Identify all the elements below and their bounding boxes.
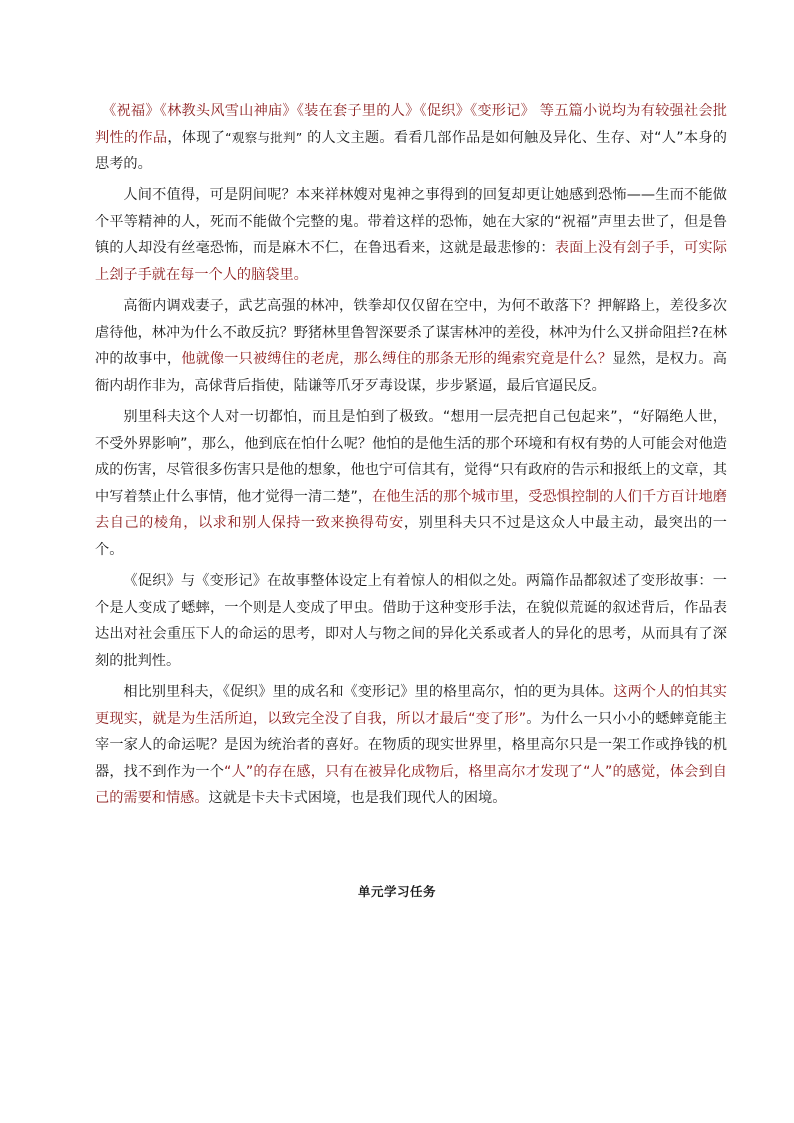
text-segment: “人”的存在感，只有在被异化成物后，格里高尔才发现了“人”的感觉，体会到自己的需要和情感。 bbox=[95, 763, 727, 807]
text-segment: 显然，是权力。高衙内胡作非为，高俅背后指使，陆谦等爪牙歹毒设谋，步步紧逼，最后官逼民反。 bbox=[95, 351, 727, 394]
paragraph-belikov bbox=[95, 404, 727, 564]
text-segment: 高衙内调戏妻子，武艺高强的林冲，铁拳却仅仅留在空中，为何不敢落下？押解路上，差役多次虐待他，林冲为什么不敢反抗？野猪林里鲁智深要杀了谋害林冲的差役，林冲为什么又拼命阻拦?在林冲的故事中， bbox=[95, 298, 727, 368]
text-segment: “观察与批判” bbox=[225, 129, 303, 145]
text-segment: ，别里科夫只不过是这众人中最主动，最突出的一个。 bbox=[95, 515, 727, 558]
paragraph-intro bbox=[95, 98, 727, 178]
text-segment: 他就像一只被缚住的老虎，那么缚住的那条无形的绳索究竟是什么？ bbox=[181, 351, 613, 368]
text-segment: ，体现了 bbox=[167, 129, 226, 146]
text-segment: 《祝福》《林教头风雪山神庙》《装在套子里的人》《促织》《变形记》 等五篇小说均为有较强社会批判性的作品 bbox=[95, 103, 727, 146]
text-segment: 人间不值得，可是阴间呢？本来祥林嫂对鬼神之事得到的回复却更让她感到恐怖——生而不能做个平等精神的人，死而不能做个完整的鬼。带着这样的恐怖，她在大家的“祝福”声里去世了，但是鲁镇的人却没有丝毫恐怖，而是麻木不仁，在鲁迅看来，这就是最悲惨的： bbox=[95, 187, 727, 257]
text-segment: 相比别里科夫，《促织》里的成名和《变形记》里的格里高尔，怕的更为具体。 bbox=[123, 683, 614, 700]
paragraph-linchong bbox=[95, 293, 727, 399]
text-segment: 这就是卡夫卡式困境，也是我们现代人的困境。 bbox=[208, 790, 507, 807]
paragraph-compare bbox=[95, 568, 727, 674]
text-segment: 的人文主题。看看几部作品是如何触及异化、生存、对“人”本身的思考的。 bbox=[95, 129, 727, 173]
text-segment: 。为什么一只小小的蟋蟀竟能主宰一家人的命运呢？是因为统治者的喜好。在物质的现实世界里，格里高尔只是一架工作或挣钱的机器，找不到作为一个 bbox=[95, 710, 727, 780]
text-segment: 别里科夫这个人对一切都怕，而且是怕到了极致。“想用一层壳把自己包起来”，“好隔绝人世，不受外界影响”，那么，他到底在怕什么呢？他怕的是他生活的那个环境和有权有势的人可能会对他造成的伤害，尽管很多伤害只是他的想象，他也宁可信其有，觉得“只有政府的告示和报纸上的文章，其中写着禁止什么事情，他才觉得一清二楚”， bbox=[95, 409, 727, 505]
text-segment: 表面上没有刽子手，可实际上刽子手就在每一个人的脑袋里。 bbox=[95, 240, 727, 284]
section-heading: 单元学习任务 bbox=[357, 884, 436, 899]
article-body bbox=[95, 98, 727, 816]
text-segment: 《促织》与《变形记》在故事整体设定上有着惊人的相似之处。两篇作品都叙述了变形故事：一个是人变成了蟋蟀，一个则是人变成了甲虫。借助于这种变形手法，在貌似荒诞的叙述背后，作品表达出对社会重压下人的命运的思考，即对人与物之间的异化关系或者人的异化的思考，从而具有了深刻的批判性。 bbox=[95, 573, 727, 669]
text-segment: 这两个人的怕其实更现实，就是为生活所迫，以致完全没了自我，所以才最后“变了形” bbox=[95, 683, 727, 727]
paragraph-zhufu bbox=[95, 182, 727, 288]
text-segment: 在他生活的那个城市里，受恐惧控制的人们千方百计地磨去自己的棱角，以求和别人保持一致来换得苟安 bbox=[95, 488, 727, 532]
paragraph-fear bbox=[95, 679, 727, 812]
